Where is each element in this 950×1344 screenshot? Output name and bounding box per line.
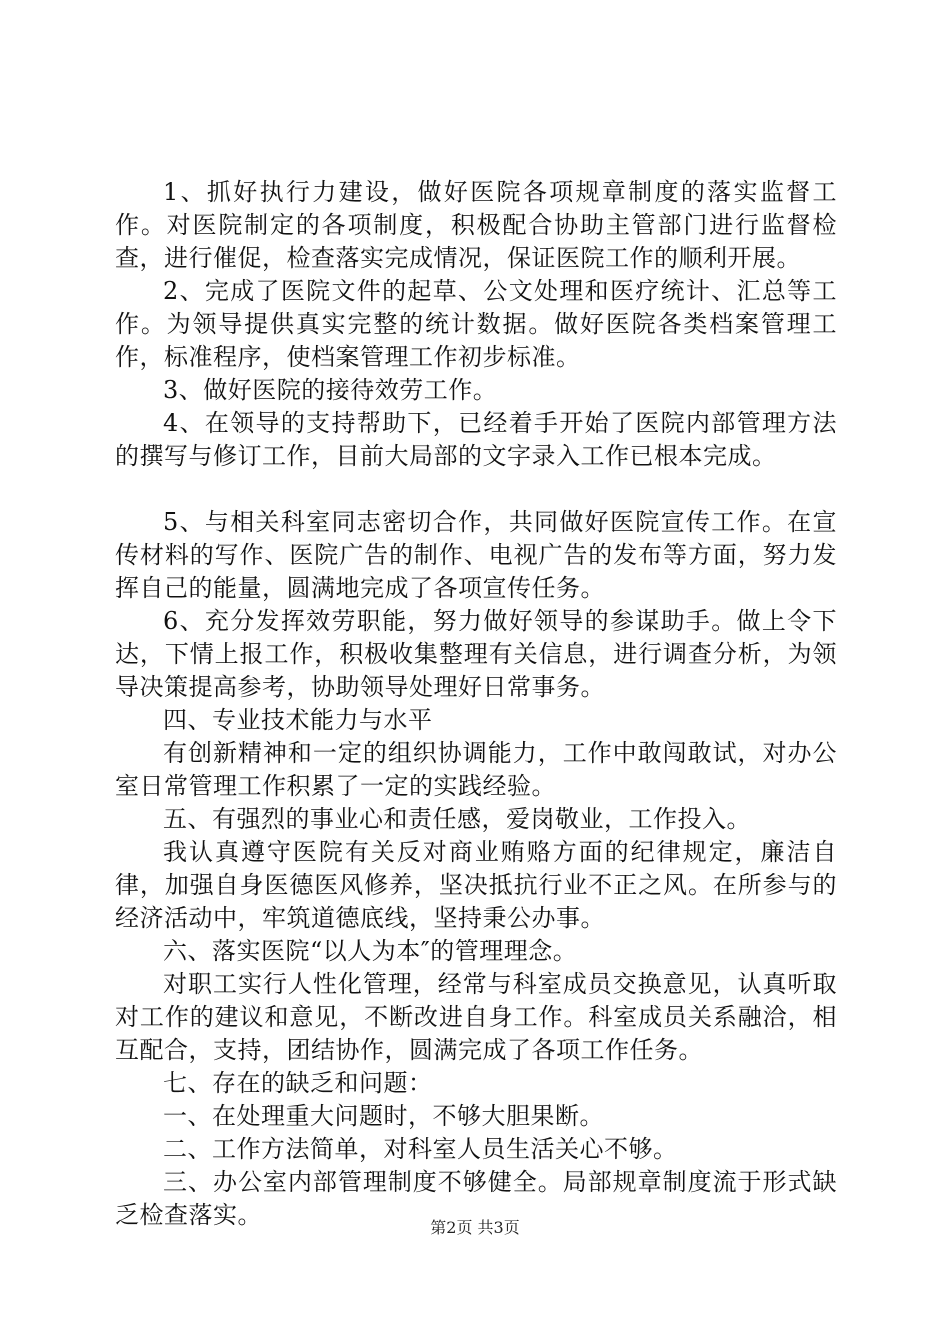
- paragraph-9: 对职工实行人性化管理，经常与科室成员交换意见，认真听取对工作的建议和意见，不断改进自身工作。科室成员关系融洽，相互配合，支持，团结协作，圆满完成了各项工作任务。: [115, 970, 837, 1064]
- list-item-1: 一、在处理重大问题时，不够大胆果断。: [163, 1102, 604, 1130]
- list-item-3: 三、办公室内部管理制度不够健全。局部规章制度流于形式缺乏检查落实。: [115, 1168, 837, 1229]
- paragraph-6: 6、充分发挥效劳职能，努力做好领导的参谋助手。做上令下达，下情上报工作，积极收集整理有关信息，进行调查分析，为领导决策提高参考，协助领导处理好日常事务。: [115, 607, 837, 701]
- list-item-2: 二、工作方法简单，对科室人员生活关心不够。: [163, 1135, 678, 1163]
- paragraph-8: 我认真遵守医院有关反对商业贿赂方面的纪律规定，廉洁自律，加强自身医德医风修养，坚决抵抗行业不正之风。在所参与的经济活动中，牢筑道德底线，坚持秉公办事。: [115, 838, 837, 932]
- section-heading-7: 七、存在的缺乏和问题：: [163, 1069, 433, 1097]
- page-footer: 第2页 共3页: [430, 1218, 520, 1237]
- paragraph-4: 4、在领导的支持帮助下，已经着手开始了医院内部管理方法的撰写与修订工作，目前大局部的文字录入工作已根本完成。: [115, 409, 837, 470]
- section-heading-5: 五、有强烈的事业心和责任感，爱岗敬业，工作投入。: [163, 805, 751, 833]
- paragraph-7: 有创新精神和一定的组织协调能力，工作中敢闯敢试，对办公室日常管理工作积累了一定的实践经验。: [115, 739, 837, 800]
- paragraph-2: 2、完成了医院文件的起草、公文处理和医疗统计、汇总等工作。为领导提供真实完整的统计数据。做好医院各类档案管理工作，标准程序，使档案管理工作初步标准。: [115, 277, 837, 371]
- document-body: [115, 176, 837, 1232]
- paragraph-1: 1、抓好执行力建设，做好医院各项规章制度的落实监督工作。对医院制定的各项制度，积极配合协助主管部门进行监督检查，进行催促，检查落实完成情况，保证医院工作的顺利开展。: [115, 178, 837, 272]
- section-heading-6: 六、落实医院“以人为本″的管理理念。: [163, 937, 578, 965]
- section-heading-4: 四、专业技术能力与水平: [163, 706, 433, 734]
- paragraph-3: 3、做好医院的接待效劳工作。: [163, 376, 498, 404]
- paragraph-5: 5、与相关科室同志密切合作，共同做好医院宣传工作。在宣传材料的写作、医院广告的制作、电视广告的发布等方面，努力发挥自己的能量，圆满地完成了各项宣传任务。: [115, 508, 837, 602]
